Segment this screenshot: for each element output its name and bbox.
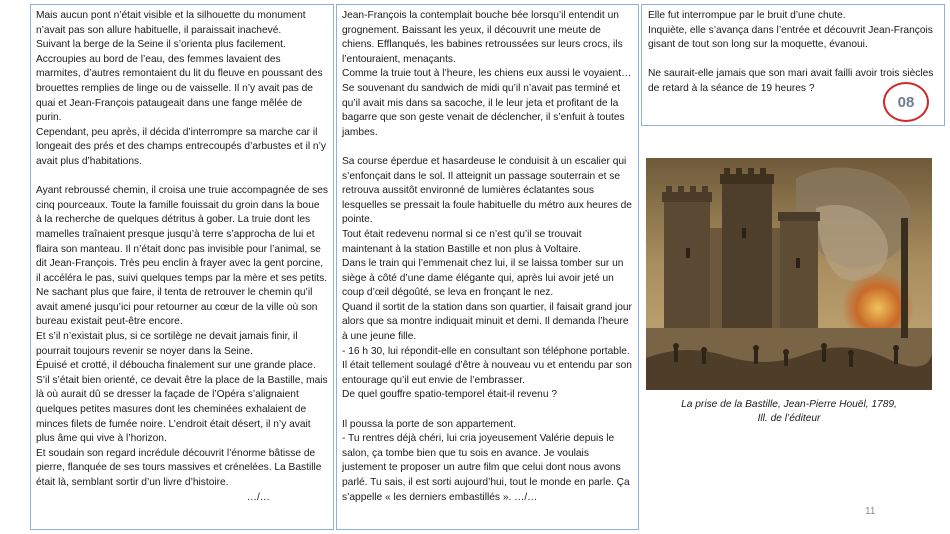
continued-marker: …/… bbox=[246, 491, 270, 503]
paragraph: Ne sachant plus que faire, il tenta de retrouver le chemin qu’il avait amené jusqu’ici pour retourner au cœur de la ville où son bureau existait peut-être encore. bbox=[36, 287, 318, 328]
page-number: 11 bbox=[865, 506, 876, 517]
text-column-1 bbox=[30, 4, 334, 530]
illustration-caption bbox=[646, 398, 932, 426]
paragraph: Quand il sortit de la station dans son quartier, il faisait grand jour alors que sa montre indiquait minuit et demi. Il demanda l’heure à une jeune fille. bbox=[342, 301, 632, 343]
paragraph: Il poussa la porte de son appartement. bbox=[342, 418, 516, 430]
paragraph: Sa course éperdue et hasardeuse le conduisit à un escalier qui s’enfonçait dans le sol. Il atteignit un passage souterrain et se retrouva aussitôt environné de lumières éclatantes sous lesquelles se pressait la foule habituelle du métro aux heures de pointe. bbox=[342, 155, 632, 226]
caption-line: La prise de la Bastille, Jean-Pierre Houël, 1789, bbox=[681, 399, 897, 410]
paragraph: Cependant, peu après, il décida d’interrompre sa marche car il longeait des prés et des champs entrecoupés d’arbustes et il n’y avait plus d’habitations. bbox=[36, 126, 326, 167]
paragraph: Et soudain son regard incrédule découvrit l’énorme bâtisse de pierre, flanquée de ses tours massives et crénelées. La Bastille était là, semblant sortir d’un livre d’histoire. bbox=[36, 447, 322, 488]
caption-line: Ill. de l’éditeur bbox=[757, 413, 821, 424]
paragraph: Il était tellement soulagé d’être à nouveau vu et entendu par son entourage qu’il eut envie de l’embrasser. bbox=[342, 360, 632, 386]
text-column-2 bbox=[336, 4, 639, 530]
paragraph: Se souvenant du sandwich de midi qu’il n’avait pas terminé et qu’il avait mis dans sa sacoche, il le leur jeta et profitant de la bagarre que son geste venait de déclencher, il s’enfuit à toutes jambes. bbox=[342, 82, 625, 138]
chapter-badge: 08 bbox=[883, 82, 929, 122]
paragraph: Comme la truie tout à l’heure, les chiens eux aussi le voyaient… bbox=[342, 68, 632, 80]
paragraph: Jean-François la contemplait bouche bée lorsqu’il entendit un grognement. Baissant les yeux, il découvrit une meute de chiens. Efflanqués, les babines retroussées sur leurs crocs, ils l’entouraient, menaçants. bbox=[342, 10, 623, 65]
paragraph: Ne saurait-elle jamais que son mari avait failli avoir trois siècles de retard à la séance de 19 heures ? bbox=[648, 68, 934, 94]
paragraph: Épuisé et crotté, il déboucha finalement sur une grande place. S’il s’était bien orienté, ce devait être la place de la Bastille, mais là où aurait dû se dresser la façade de l’Opéra s’alignaient quelques petites masures dont les cheminées exhalaient de minces filets de fumée noire. L’endroit était désert, il n’y avait plus âme qui vive à l’horizon. bbox=[36, 360, 328, 445]
paragraph: De quel gouffre spatio-temporel était-il revenu ? bbox=[342, 389, 558, 401]
paragraph: Et s’il n’existait plus, si ce sortilège ne devait jamais finir, il pourrait toujours revenir se noyer dans la Seine. bbox=[36, 331, 298, 357]
paragraph: Dans le train qui l’emmenait chez lui, il se laissa tomber sur un siège à côté d’une dame élégante qui, après lui avoir jeté un coup d’œil dégoûté, se leva en fronçant le nez. bbox=[342, 258, 624, 299]
paragraph: Tout était redevenu normal si ce n’est qu’il se trouvait maintenant à la station Bastille et non plus à Voltaire. bbox=[342, 228, 582, 255]
bastille-illustration bbox=[646, 158, 932, 390]
paragraph: Inquiète, elle s’avança dans l’entrée et découvrit Jean-François gisant de tout son long sur la moquette, évanoui. bbox=[648, 24, 933, 51]
paragraph: Suivant la berge de la Seine il s’orienta plus facilement. Accroupies au bord de l’eau, des femmes lavaient des marmites, d’autres remontaient du lit du fleuve en poussant des brouettes remplies de linge ou de vaisselle. Il n’y avait pas de quai et Jean-François pataugeait dans une fange mêlée de purin. bbox=[36, 39, 323, 124]
paragraph: Mais aucun pont n’était visible et la silhouette du monument n’avait pas son allure habituelle, il paraissait inachevé. bbox=[36, 10, 306, 36]
paragraph: Ayant rebroussé chemin, il croisa une truie accompagnée de ses cinq pourceaux. Toute la famille fouissait du groin dans la boue à la recherche de quelques détritus à gober. La truie dont les mamelles traînaient presque jusqu’à terre s’approcha de lui et flaira son manteau. Il n’était donc pas invisible pour l’animal, se dit Jean-François. Très peu enclin à frayer avec la gent porcine, il accéléra le pas, suivi quelques temps par la mère et ses petits. bbox=[36, 185, 329, 284]
paragraph: - 16 h 30, lui répondit-elle en consultant son téléphone portable. bbox=[342, 345, 630, 357]
paragraph: Elle fut interrompue par le bruit d’une chute. bbox=[648, 10, 846, 21]
paragraph: - Tu rentres déjà chéri, lui cria joyeusement Valérie depuis le salon, ça tombe bien que tu sois en avance. Je voulais justement te proposer un autre film que celui dont nous avons parlé. Tu sais, il est sorti aujourd’hui, tout le monde en parle. Ça s’appelle « les derniers embastillés ». …/… bbox=[342, 433, 630, 503]
